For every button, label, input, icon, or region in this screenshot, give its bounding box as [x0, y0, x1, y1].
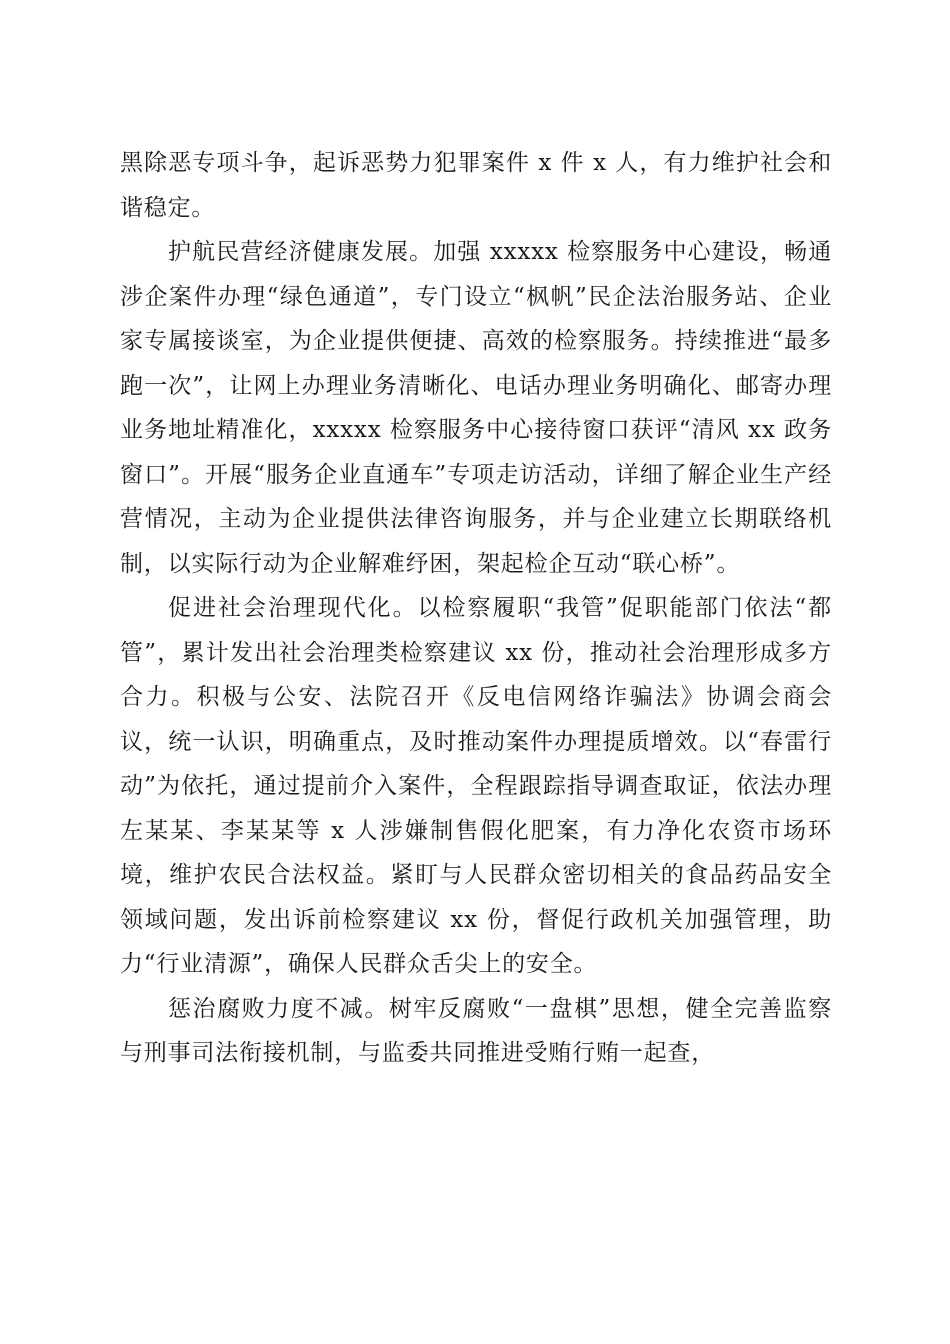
paragraph-anti-corruption: 惩治腐败力度不减。树牢反腐败“一盘棋”思想，健全完善监察与刑事司法衔接机制，与监委共同推进受贿行贿一起查，	[120, 995, 832, 1066]
paragraph-continuation: 黑除恶专项斗争，起诉恶势力犯罪案件 x 件 x 人，有力维护社会和谐稳定。	[120, 150, 832, 221]
paragraph-private-economy: 护航民营经济健康发展。加强 xxxxx 检察服务中心建设，畅通涉企案件办理“绿色通道”，专门设立“枫帆”民企法治服务站、企业家专属接谈室，为企业提供便捷、高效的检察服务。持续推进“最多跑一次”，让网上办理业务清晰化、电话办理业务明确化、邮寄办理业务地址精准化，xxxxx 检察服务中心接待窗口获评“清风 xx 政务窗口”。开展“服务企业直通车”专项走访活动，详细了解企业生产经营情况，主动为企业提供法律咨询服务，并与企业建立长期联络机制，以实际行动为企业解难纾困，架起检企互动“联心桥”。	[120, 239, 832, 577]
paragraph-social-governance: 促进社会治理现代化。以检察履职“我管”促职能部门依法“都管”，累计发出社会治理类检察建议 xx 份，推动社会治理形成多方合力。积极与公安、法院召开《反电信网络诈骗法》协调会商会议，统一认识，明确重点，及时推动案件办理提质增效。以“春雷行动”为依托，通过提前介入案件，全程跟踪指导调查取证，依法办理左某某、李某某等 x 人涉嫌制售假化肥案，有力净化农资市场环境，维护农民合法权益。紧盯与人民群众密切相关的食品药品安全领域问题，发出诉前检察建议 xx 份，督促行政机关加强管理，助力“行业清源”，确保人民群众舌尖上的安全。	[120, 595, 832, 977]
document-body	[120, 141, 832, 1076]
